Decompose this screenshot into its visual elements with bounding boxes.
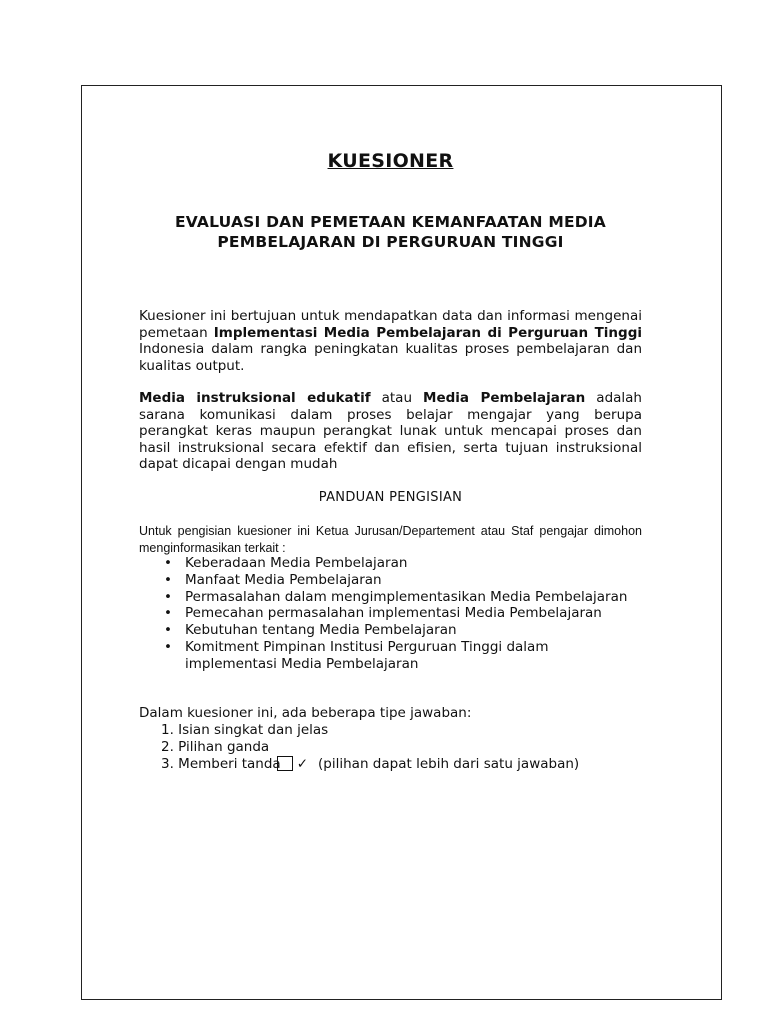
bullet-icon: • bbox=[164, 588, 172, 605]
list-item bbox=[161, 555, 631, 572]
bullet-icon: • bbox=[164, 555, 172, 571]
document-subtitle bbox=[129, 212, 652, 252]
definition-bold-2: Media Pembelajaran bbox=[423, 390, 586, 406]
list-item bbox=[161, 572, 631, 589]
subtitle-line-2: PEMBELAJARAN DI PERGURUAN TINGGI bbox=[217, 233, 564, 251]
answer-type-text: 3. Memberi tanda bbox=[161, 756, 281, 772]
bullet-icon: • bbox=[164, 571, 172, 588]
guide-heading: PANDUAN PENGISIAN bbox=[318, 490, 463, 505]
purpose-bold-text: Implementasi Media Pembelajaran di Perguruan Tinggi bbox=[213, 324, 642, 341]
purpose-paragraph bbox=[139, 308, 642, 374]
document-title: KUESIONER bbox=[327, 150, 454, 172]
document-page bbox=[81, 85, 722, 1000]
answer-types-intro: Dalam kuesioner ini, ada beberapa tipe jawaban: bbox=[139, 705, 472, 721]
list-item-text: Manfaat Media Pembelajaran bbox=[185, 571, 382, 588]
answer-type-item: 1. Isian singkat dan jelas bbox=[161, 722, 329, 738]
list-item-text: Pemecahan permasalahan implementasi Media Pembelajaran bbox=[185, 605, 602, 622]
definition-bold-1: Media instruksional edukatif bbox=[139, 390, 371, 406]
checkmark-icon: ✓ bbox=[296, 756, 309, 772]
guide-intro: Untuk pengisian kuesioner ini Ketua Jurusan/Departement atau Staf pengajar dimohon menginformasikan terkait : bbox=[139, 524, 642, 555]
bullet-icon: • bbox=[164, 638, 172, 655]
checkbox-sample bbox=[277, 756, 293, 771]
check-note: (pilihan dapat lebih dari satu jawaban) bbox=[318, 756, 580, 772]
list-item-text: Kebutuhan tentang Media Pembelajaran bbox=[185, 622, 457, 639]
topic-list bbox=[161, 555, 631, 673]
bullet-icon: • bbox=[164, 622, 172, 639]
definition-paragraph bbox=[139, 390, 642, 473]
definition-text-2: adalah sarana komunikasi dalam proses belajar mengajar yang berupa perangkat keras maupun perangkat lunak untuk mencapai proses dan hasil instruksional secara efektif dan efisien, serta tujuan instruksional dapat dicapai dengan mudah bbox=[139, 390, 642, 472]
bullet-icon: • bbox=[164, 605, 172, 622]
definition-text-1: atau bbox=[370, 390, 424, 406]
list-item bbox=[161, 605, 631, 622]
answer-type-item bbox=[161, 756, 579, 773]
purpose-text-2: Indonesia dalam rangka peningkatan kualitas proses pembelajaran dan kualitas output. bbox=[139, 341, 642, 374]
purpose-text-1: Kuesioner ini bertujuan untuk mendapatkan data dan informasi mengenai pemetaan bbox=[139, 308, 642, 341]
answer-type-list bbox=[161, 722, 579, 773]
list-item bbox=[161, 639, 631, 673]
list-item bbox=[161, 622, 631, 639]
list-item-text: Komitment Pimpinan Institusi Perguruan Tinggi dalam implementasi Media Pembelajaran bbox=[185, 638, 549, 672]
answer-type-item: 2. Pilihan ganda bbox=[161, 739, 270, 755]
list-item bbox=[161, 589, 631, 606]
list-item-text: Keberadaan Media Pembelajaran bbox=[185, 555, 408, 571]
subtitle-line-1: EVALUASI DAN PEMETAAN KEMANFAATAN MEDIA bbox=[175, 213, 606, 231]
list-item-text: Permasalahan dalam mengimplementasikan Media Pembelajaran bbox=[185, 588, 628, 605]
